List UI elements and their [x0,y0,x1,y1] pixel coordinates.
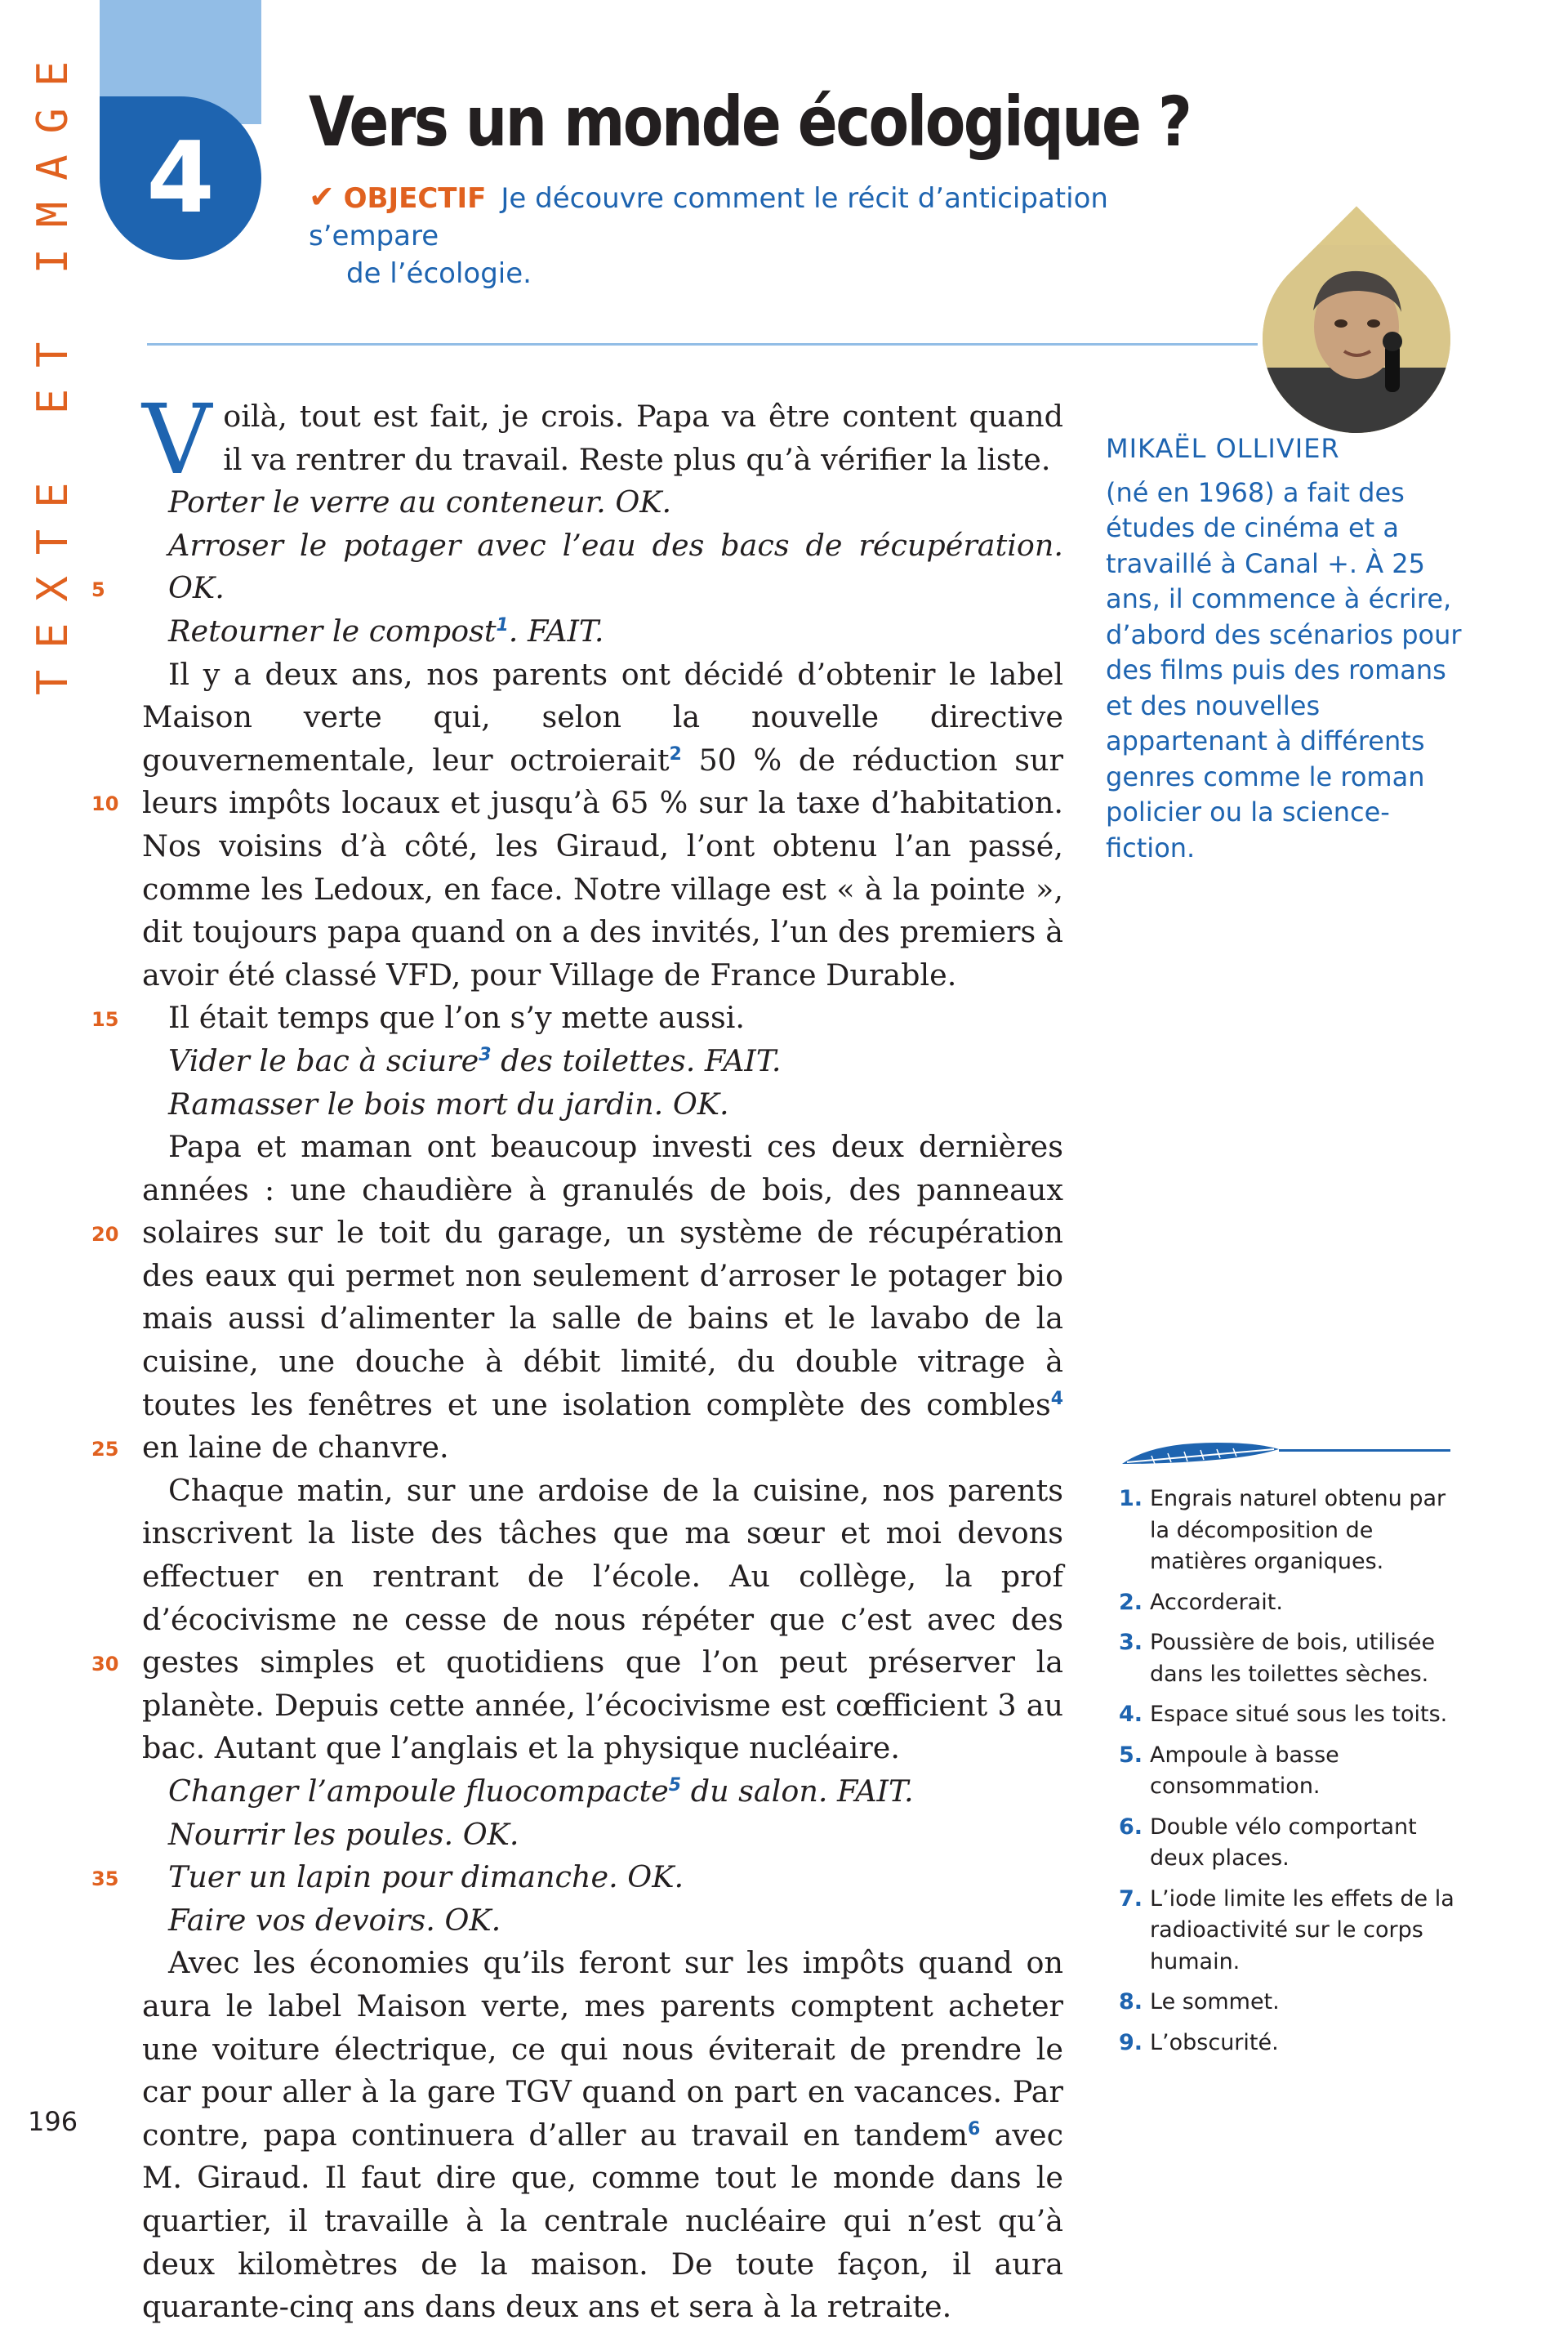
story-text [142,383,1064,2329]
line-number: 30 [91,1653,119,1675]
author-name: MIKAËL OLLIVIER [1106,433,1340,464]
paragraph: Il était temps que l’on s’y mette aussi. [168,1000,745,1036]
line-number: 25 [91,1438,119,1461]
paragraph-text: en laine de chanvre. [142,1430,449,1466]
line-number: 5 [91,578,105,601]
footnote-text: Double vélo comportant deux places. [1150,1814,1417,1871]
author-bio-block [1106,431,1465,866]
checklist-item [142,1040,1063,1083]
footnote-item [1119,1812,1462,1875]
paragraph [142,1126,1063,1470]
footnote-ref: 1 [496,614,509,636]
checklist-item: Nourrir les poules. OK. [168,1816,519,1852]
footnote-ref: 4 [1050,1388,1063,1409]
footnote-number: 6. [1119,1814,1143,1840]
footnote-ref: 5 [668,1774,682,1796]
paragraph-text: 50 % de réduction sur leurs impôts locaux et jusqu’à 65 % sur la taxe d’habitation. Nos voisins d’à côté, les Giraud, l’ont obtenu l’an passé, comme les Ledoux, en face. Notre village est « à la pointe », dit toujours papa quand on a des invités, l’un des premiers à avoir été classé VFD, pour Village de France Durable. [142,742,1063,993]
quill-feather-icon [1119,1431,1282,1472]
checklist-text: Changer l’ampoule fluocompacte [168,1774,669,1809]
footnote-text: Ampoule à basse consommation. [1150,1742,1339,1799]
paragraph-text: avec M. Giraud. Il faut dire que, comme tout le monde dans le quartier, il travaille à la centrale nucléaire qui n’est qu’à deux kilomètres de la maison. De toute façon, il aura quarante-cinq ans dans deux ans et sera à la retraite. [142,2117,1064,2325]
objective-block [309,178,1223,292]
author-bio: (né en 1968) a fait des études de cinéma et a travaillé à Canal +. À 25 ans, il commence à écrire, d’abord des scénarios pour des films puis des romans et des nouvelles appartenant à différents genres comme le roman policier ou la science-fiction. [1106,476,1462,863]
footnote-text: L’obscurité. [1150,2029,1279,2055]
paragraph [142,654,1063,997]
footnotes-list [1119,1484,1462,2068]
line-number: 20 [91,1223,119,1246]
footnote-ref: 3 [479,1044,492,1065]
footnote-text: L’iode limite les effets de la radioactivité sur le corps humain. [1150,1885,1454,1974]
objective-label: OBJECTIF [343,182,487,215]
footnote-number: 3. [1119,1630,1143,1655]
check-icon: ✔ [309,179,335,215]
checklist-text: . FAIT. [508,613,604,649]
checklist-item: Porter le verre au conteneur. OK. [168,484,672,520]
footnote-item [1119,1587,1462,1619]
paragraph-text: Papa et maman ont beaucoup investi ces deux dernières années : une chaudière à granulés de bois, des panneaux solaires sur le toit du garage, un système de récupération des eaux qui permet non seulement d’arroser le potager bio mais aussi d’alimenter la salle de bains et le lavabo de la cuisine, une douche à débit limité, du double vitrage à toutes les fenêtres et une isolation complète des combles [142,1129,1063,1422]
section-label [24,39,82,696]
line-number: 15 [91,1008,119,1031]
footnote-item [1119,1884,1462,1979]
checklist-item: Faire vos devoirs. OK. [168,1902,501,1938]
checklist-item [142,610,1063,654]
line-number: 35 [91,1867,119,1890]
footnote-number: 9. [1119,2029,1143,2055]
footnote-number: 7. [1119,1885,1143,1912]
footnote-item [1119,2028,1462,2059]
checklist-item: Ramasser le bois mort du jardin. OK. [168,1086,729,1122]
checklist-item [142,1770,1063,1814]
paragraph [142,1942,1063,2328]
footnote-number: 1. [1119,1486,1143,1511]
footnote-number: 4. [1119,1702,1143,1727]
checklist-item: Arroser le potager avec l’eau des bacs de récupération. OK. [168,527,1063,606]
chapter-number-badge [100,96,261,260]
footnote-item [1119,1627,1462,1690]
paragraph: Chaque matin, sur une ardoise de la cuisine, nos parents inscrivent la liste des tâches que ma sœur et moi devons effectuer en rentrant de l’école. Au collège, la prof d’écocivisme ne cesse de nous répéter que c’est avec des gestes simples et quotidiens que l’on peut préserver la planète. Depuis cette année, l’écocivisme est cœfficient 3 au bac. Autant que l’anglais et la physique nucléaire. [142,1472,1063,1766]
notes-divider [1279,1449,1450,1452]
section-label-text: TEXTE ET IMAGE [29,39,78,696]
footnote-number: 8. [1119,1989,1143,2014]
footnote-text: Poussière de bois, utilisée dans les toilettes sèches. [1150,1630,1436,1687]
footnote-text: Accorderait. [1150,1589,1283,1615]
footnote-text: Engrais naturel obtenu par la décomposition de matières organiques. [1150,1486,1446,1574]
drop-cap: V [142,383,212,496]
paragraph-text: Il y a deux ans, nos parents ont décidé d’obtenir le label Maison verte qui, selon la nouvelle directive gouvernementale, leur octroierait [142,656,1063,778]
header-divider [147,343,1258,346]
line-number: 10 [91,792,119,815]
checklist-text: Retourner le compost [168,613,497,649]
page-number: 196 [28,2106,78,2137]
checklist-text: des toilettes. FAIT. [491,1042,782,1078]
footnote-ref: 6 [968,2118,981,2139]
objective-text-line1: Je découvre comment le récit d’anticipation s’empare [309,182,1108,252]
footnote-number: 2. [1119,1589,1143,1615]
checklist-item: Tuer un lapin pour dimanche. OK. [168,1859,684,1895]
chapter-number: 4 [146,121,215,235]
footnote-item [1119,1699,1462,1731]
checklist-text: du salon. FAIT. [681,1774,914,1809]
footnote-text: Le sommet. [1150,1989,1280,2014]
footnote-item [1119,1740,1462,1803]
objective-text-line2: de l’écologie. [346,257,532,290]
footnote-number: 5. [1119,1742,1143,1768]
page-title: Vers un monde écologique ? [309,82,1191,162]
footnote-item [1119,1484,1462,1578]
checklist-text: Vider le bac à sciure [168,1042,479,1078]
footnote-text: Espace situé sous les toits. [1150,1702,1448,1727]
footnote-item [1119,1987,1462,2019]
paragraph-text: Avec les économies qu’ils feront sur les impôts quand on aura le label Maison verte, mes parents comptent acheter une voiture électrique, ce qui nous éviterait de prendre le car pour aller à la gare TGV quand on part en vacances. Par contre, papa continuera d’aller au travail en tandem [142,1945,1063,2153]
paragraph [142,383,1063,496]
footnote-ref: 2 [669,743,682,765]
author-portrait-image [1263,245,1450,433]
paragraph-text: oilà, tout est fait, je crois. Papa va être content quand il va rentrer du travail. Reste plus qu’à vérifier la liste. [223,399,1063,477]
